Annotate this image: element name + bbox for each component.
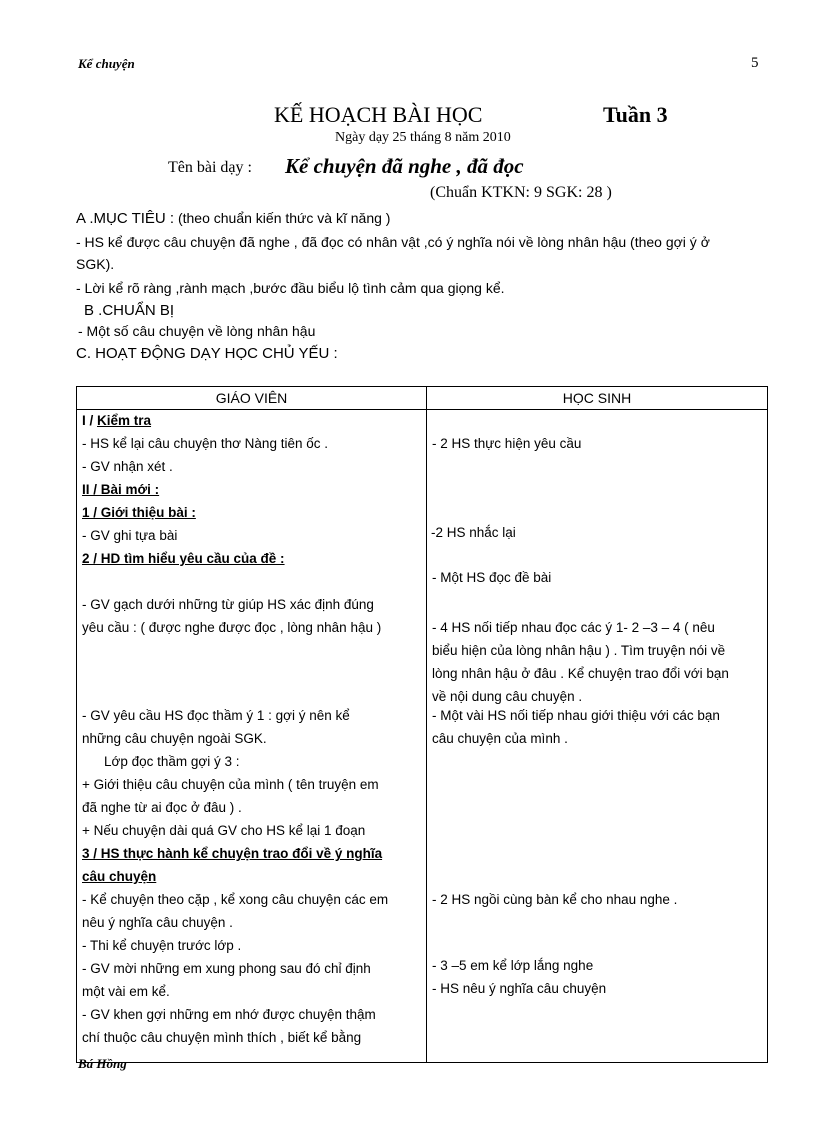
lesson-label: Tên bài dạy : [168, 159, 252, 176]
objective-line-1: - HS kể được câu chuyện đã nghe , đã đọc có nhân vật ,có ý nghĩa nói về lòng nhân hậu (theo gợi ý ở [76, 234, 710, 250]
teacher-column [77, 410, 427, 1063]
lesson-name: Kể chuyện đã nghe , đã đọc [285, 154, 524, 178]
teacher-line: - GV gạch dưới những từ giúp HS xác định đúng [82, 597, 374, 612]
teacher-line: chí thuộc câu chuyện mình thích , biết kể bằng [82, 1030, 362, 1045]
student-column [427, 410, 768, 1063]
objective-line-2: SGK). [76, 256, 115, 272]
author-footer: Bá Hồng [78, 1056, 127, 1071]
teacher-heading: câu chuyện [82, 869, 157, 884]
header-subject: Kể chuyện [78, 56, 135, 71]
teacher-line: Lớp đọc thầm gợi ý 3 : [104, 754, 240, 769]
teacher-line: yêu cầu : ( được nghe được đọc , lòng nhân hậu ) [82, 620, 382, 635]
student-line: - Một HS đọc đề bài [432, 570, 552, 585]
student-line: biểu hiện của lòng nhân hậu ) . Tìm truyện nói về [432, 643, 726, 658]
teacher-heading: 1 / Giới thiệu bài : [82, 505, 196, 520]
teacher-line: + Giới thiệu câu chuyện của mình ( tên truyện em [82, 777, 379, 792]
teacher-line: - HS kể lại câu chuyện thơ Nàng tiên ốc . [82, 436, 328, 451]
student-line: - HS nêu ý nghĩa câu chuyện [432, 981, 607, 996]
teacher-line: - GV nhận xét . [82, 459, 173, 474]
teacher-heading: II / Bài mới : [82, 482, 160, 497]
teacher-column-header: GIÁO VIÊN [77, 387, 427, 410]
week-label: Tuần 3 [603, 102, 668, 127]
student-line: - 4 HS nối tiếp nhau đọc các ý 1- 2 –3 – 4 ( nêu [432, 620, 715, 635]
section-b-heading: B .CHUẨN BỊ [84, 302, 175, 319]
teacher-line: một vài em kể. [82, 984, 170, 999]
page-title: KẾ HOẠCH BÀI HỌC [274, 102, 483, 127]
teacher-line: - GV mời những em xung phong sau đó chỉ định [82, 961, 371, 976]
student-column-header: HỌC SINH [427, 387, 768, 410]
student-line: -2 HS nhắc lại [431, 525, 516, 540]
student-line: - 3 –5 em kể lớp lắng nghe [432, 958, 594, 973]
teacher-line: - GV yêu cầu HS đọc thầm ý 1 : gợi ý nên kể [82, 708, 350, 723]
preparation-line: - Một số câu chuyện về lòng nhân hậu [78, 323, 316, 339]
student-line: về nội dung câu chuyện . [432, 689, 583, 704]
teacher-line: những câu chuyện ngoài SGK. [82, 731, 267, 746]
teacher-line: I / Kiểm tra [82, 413, 152, 428]
student-line: lòng nhân hậu ở đâu . Kể chuyện trao đổi với bạn [432, 666, 729, 681]
student-line: - Một vài HS nối tiếp nhau giới thiệu với các bạn [432, 708, 720, 723]
lesson-plan-table [76, 386, 768, 1063]
teacher-line: nêu ý nghĩa câu chuyện . [82, 915, 233, 930]
page-number: 5 [751, 55, 759, 71]
teacher-line: - GV khen gợi những em nhớ được chuyện thậm [82, 1007, 376, 1022]
standard-reference: (Chuẩn KTKN: 9 SGK: 28 ) [430, 184, 612, 201]
teacher-heading: 2 / HD tìm hiểu yêu cầu của đề : [82, 551, 285, 566]
section-c-heading: C. HOẠT ĐỘNG DẠY HỌC CHỦ YẾU : [76, 345, 338, 362]
teacher-line: đã nghe từ ai đọc ở đâu ) . [82, 800, 242, 815]
teacher-heading: 3 / HS thực hành kể chuyện trao đổi về ý nghĩa [82, 846, 383, 861]
teacher-line: - Thi kể chuyện trước lớp . [82, 938, 242, 953]
teacher-line: - Kể chuyện theo cặp , kể xong câu chuyện các em [82, 892, 389, 907]
student-line: - 2 HS thực hiện yêu cầu [432, 436, 582, 451]
student-line: câu chuyện của mình . [432, 731, 568, 746]
objective-line-3: - Lời kể rõ ràng ,rành mạch ,bước đầu biểu lộ tình cảm qua giọng kể. [76, 280, 505, 296]
teacher-line: - GV ghi tựa bài [82, 528, 178, 543]
teaching-date: Ngày dạy 25 tháng 8 năm 2010 [335, 130, 511, 145]
teacher-line: + Nếu chuyện dài quá GV cho HS kể lại 1 đoạn [82, 823, 366, 838]
student-line: - 2 HS ngồi cùng bàn kể cho nhau nghe . [432, 892, 678, 907]
section-a-heading: A .MỤC TIÊU : (theo chuẩn kiến thức và kĩ năng ) [76, 210, 391, 227]
